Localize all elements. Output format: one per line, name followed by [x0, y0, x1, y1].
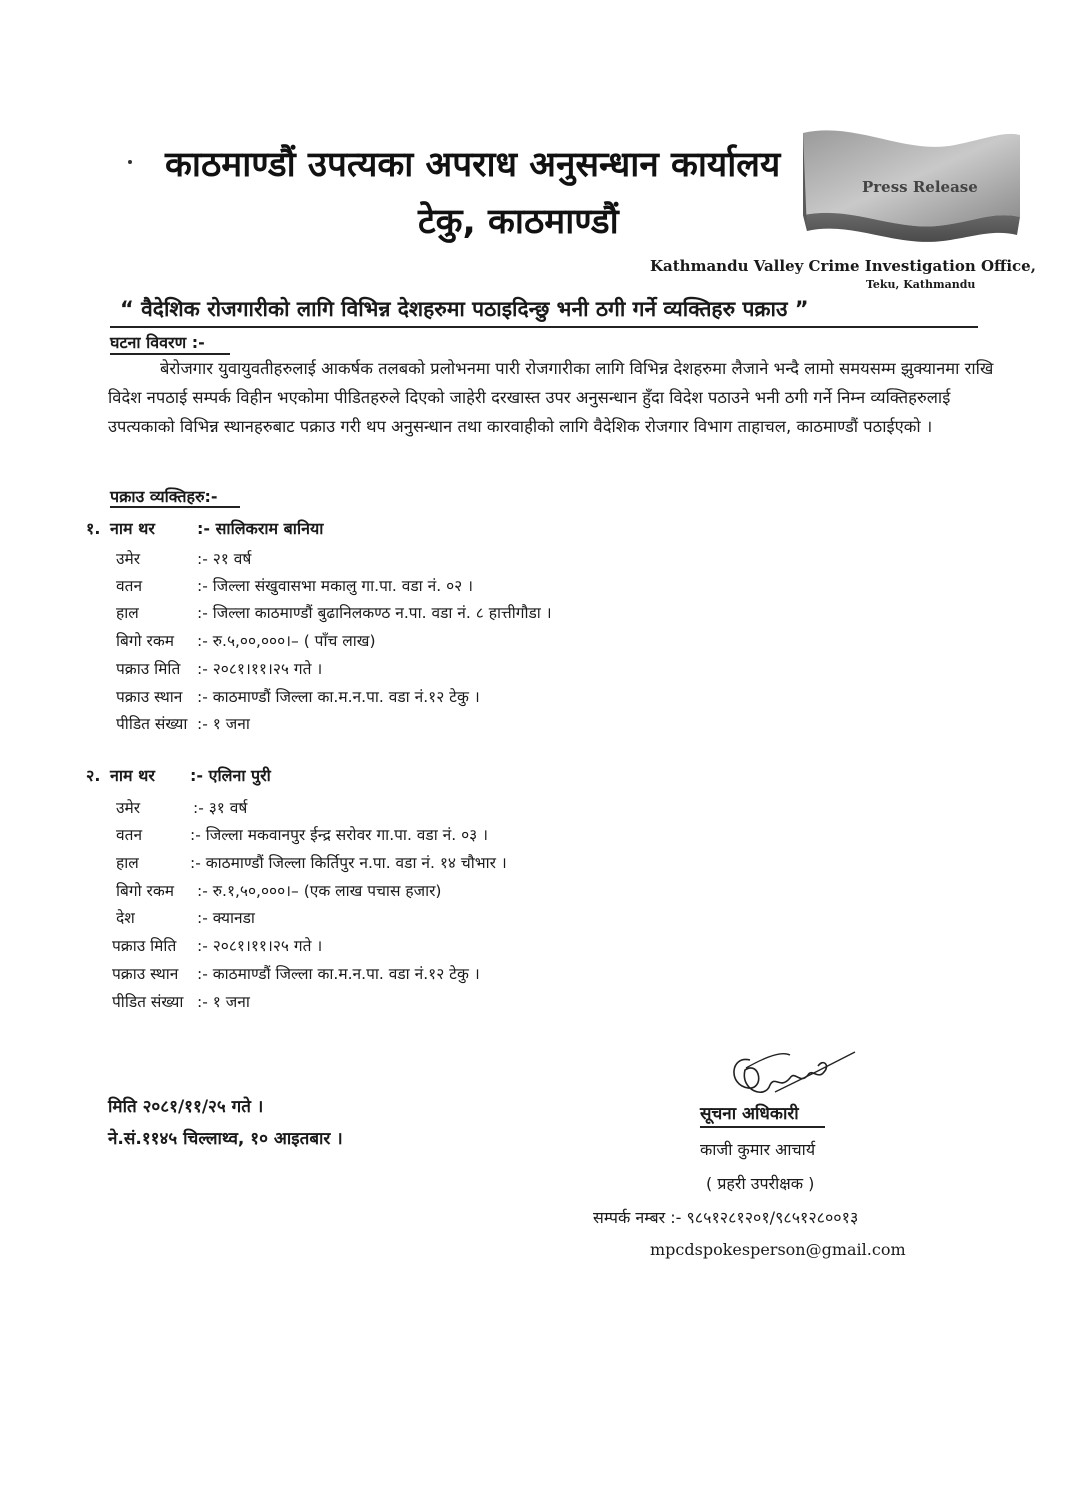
field-label: बिगो रकम [116, 632, 175, 650]
officer-title: सूचना अधिकारी [700, 1104, 799, 1124]
field-value: :- २०८१।११।२५ गते । [197, 937, 323, 955]
name-label: नाम थर [110, 519, 155, 538]
headline: “ वैदेशिक रोजगारीको लागि विभिन्न देशहरुमा पठाइदिन्छु भनी ठगी गर्ने व्यक्तिहरु पक्राउ ” [120, 297, 809, 321]
field-label: वतन [116, 826, 143, 844]
contact-email: mpcdspokesperson@gmail.com [650, 1240, 906, 1259]
field-label: पक्राउ मिति [116, 660, 181, 678]
field-value: :- रु.१,५०,०००।– (एक लाख पचास हजार) [197, 882, 442, 900]
field-label: देश [116, 909, 135, 927]
field-value: :- १ जना [197, 993, 250, 1011]
name-label: नाम थर [110, 766, 155, 785]
badge-label: Press Release [862, 178, 978, 196]
date-line: मिति २०८१/११/२५ गते । [108, 1097, 264, 1117]
english-office-location: Teku, Kathmandu [866, 278, 976, 291]
name-value: :- एलिना पुरी [190, 766, 271, 785]
person-number: १. [86, 519, 101, 538]
incident-text: बेरोजगार युवायुवतीहरुलाई आकर्षक तलबको प्रलोभनमा पारी रोजगारीका लागि विभिन्न देशहरुमा लैजाने भन्दै लामो समयसम्म झुक्यानमा राखि विदेश नपठाई सम्पर्क विहीन भएकोमा पीडितहरुले दिएको जाहेरी दरखास्त उपर अनुसन्धान हुँदा विदेश पठाउने भनी ठगी गर्ने निम्न व्यक्तिहरुलाई उपत्यकाको विभिन्न स्थानहरुबाट पक्राउ गरी थप अनुसन्धान तथा कारवाहीको लागि वैदेशिक रोजगार विभाग ताहाचल, काठमाण्डौं पठाईएको । [108, 359, 994, 436]
field-label: वतन [116, 577, 143, 595]
scan-speck [128, 160, 132, 164]
field-label: हाल [116, 604, 139, 622]
office-location: टेकु, काठमाण्डौं [418, 202, 619, 242]
person-number: २. [86, 766, 101, 785]
field-value: :- क्यानडा [197, 909, 255, 927]
field-label: उमेर [116, 799, 141, 817]
headline-underline [110, 326, 978, 328]
field-label: पीडित संख्या [112, 993, 184, 1011]
field-value: :- काठमाण्डौं जिल्ला का.म.न.पा. वडा नं.१२ टेकु । [197, 965, 480, 983]
english-office-name: Kathmandu Valley Crime Investigation Office, [650, 257, 1036, 275]
arrested-heading: पक्राउ व्यक्तिहरु:- [110, 487, 218, 506]
officer-rank: ( प्रहरी उपरीक्षक ) [706, 1174, 815, 1193]
arrested-heading-underline [110, 506, 240, 508]
incident-paragraph [108, 354, 998, 441]
field-label: पक्राउ मिति [112, 937, 177, 955]
field-value: :- रु.५,००,०००।– ( पाँच लाख) [197, 632, 376, 650]
field-value: :- काठमाण्डौं जिल्ला किर्तिपुर न.पा. वडा नं. १४ चौभार । [190, 854, 507, 872]
office-title: काठमाण्डौं उपत्यका अपराध अनुसन्धान कार्यालय [165, 145, 781, 185]
officer-name: काजी कुमार आचार्य [700, 1140, 816, 1159]
field-value: :- १ जना [197, 715, 250, 733]
nepal-sambat-line: ने.सं.११४५ चिल्लाथ्व, १० आइतबार । [108, 1129, 343, 1149]
contact-number: सम्पर्क नम्बर :- ९८५१२८१२०१/९८५१२८००१३ [593, 1208, 859, 1227]
field-label: बिगो रकम [116, 882, 175, 900]
field-label: पीडित संख्या [116, 715, 188, 733]
field-value: :- २१ वर्ष [197, 550, 252, 568]
field-value: :- जिल्ला काठमाण्डौं बुढानिलकण्ठ न.पा. वडा नं. ८ हात्तीगौडा । [197, 604, 552, 622]
field-label: पक्राउ स्थान [112, 965, 179, 983]
officer-title-underline [700, 1126, 825, 1128]
field-label: उमेर [116, 550, 141, 568]
field-value: :- ३१ वर्ष [193, 799, 248, 817]
name-value: :- सालिकराम बानिया [197, 519, 324, 538]
signature [720, 1030, 860, 1105]
field-value: :- जिल्ला मकवानपुर ईन्द्र सरोवर गा.पा. वडा नं. ०३ । [190, 826, 489, 844]
field-label: पक्राउ स्थान [116, 688, 183, 706]
field-value: :- जिल्ला संखुवासभा मकालु गा.पा. वडा नं. ०२ । [197, 577, 473, 595]
field-value: :- काठमाण्डौं जिल्ला का.म.न.पा. वडा नं.१२ टेकु । [197, 688, 480, 706]
incident-heading: घटना विवरण :- [110, 333, 205, 352]
field-label: हाल [116, 854, 139, 872]
field-value: :- २०८१।११।२५ गते । [197, 660, 323, 678]
